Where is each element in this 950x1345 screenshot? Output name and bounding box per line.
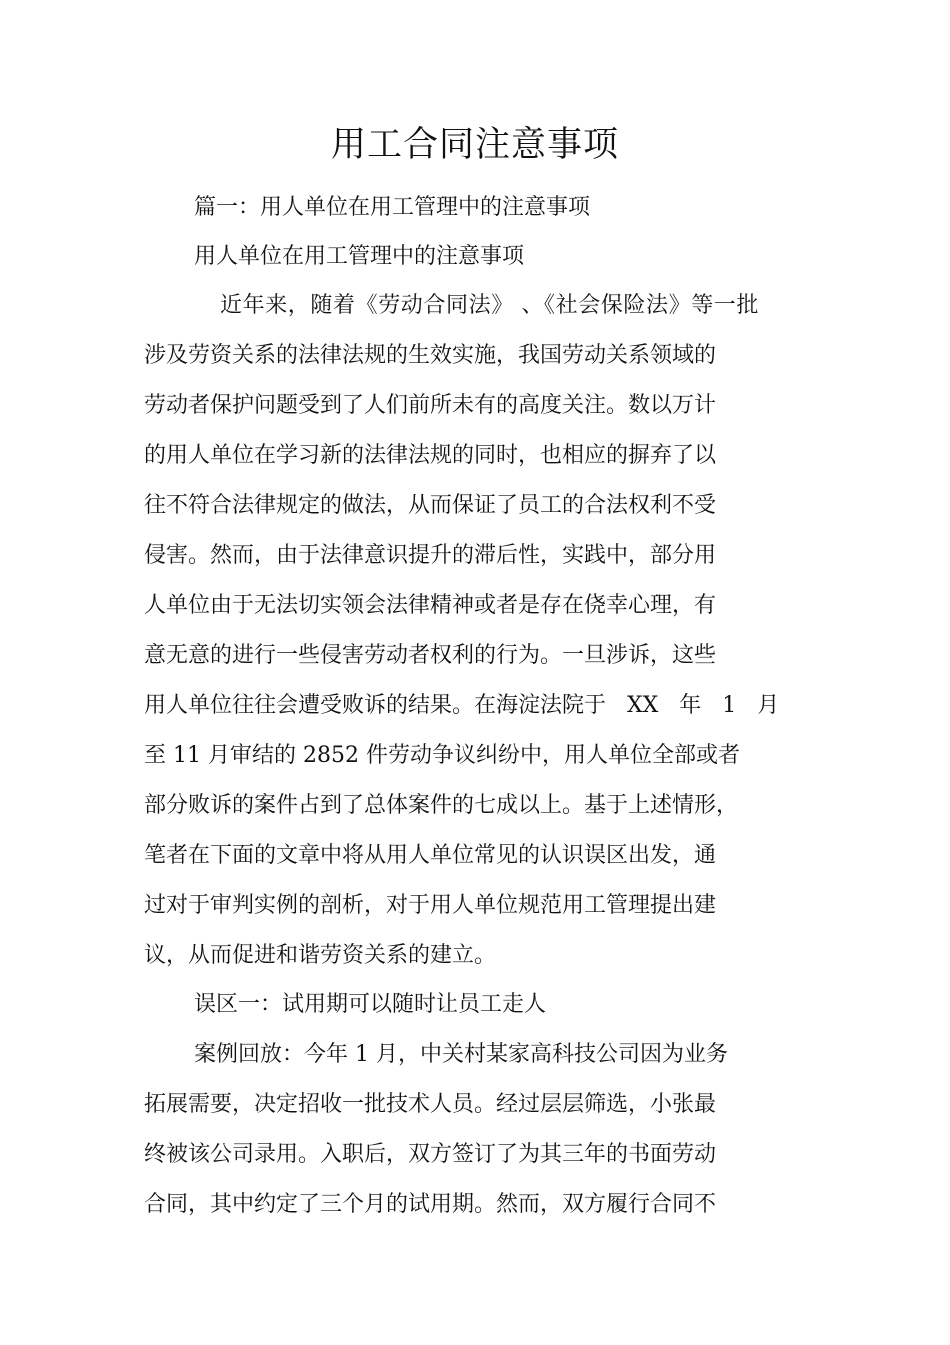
paragraph-line: 的用人单位在学习新的法律法规的同时，也相应的摒弃了以 [144, 443, 717, 468]
paragraph-line: 过对于审判实例的剖析，对于用人单位规范用工管理提出建 [144, 893, 717, 918]
paragraph-line: 用人单位往往会遭受败诉的结果。在海淀法院于 XX 年 1 月 [144, 693, 780, 718]
paragraph-line: 劳动者保护问题受到了人们前所未有的高度关注。数以万计 [144, 393, 717, 418]
paragraph-line: 涉及劳资关系的法律法规的生效实施，我国劳动关系领域的 [144, 343, 717, 368]
document-title: 用工合同注意事项 [330, 125, 619, 165]
paragraph-line: 案例回放：今年 1 月，中关村某家高科技公司因为业务 [194, 1042, 728, 1067]
section-heading: 误区一：试用期可以随时让员工走人 [194, 992, 547, 1017]
paragraph-line: 拓展需要，决定招收一批技术人员。经过层层筛选，小张最 [144, 1092, 717, 1117]
paragraph-line: 部分败诉的案件占到了总体案件的七成以上。基于上述情形， [144, 793, 739, 818]
paragraph-line: 侵害。然而，由于法律意识提升的滞后性，实践中，部分用 [144, 543, 717, 568]
paragraph-line: 笔者在下面的文章中将从用人单位常见的认识误区出发，通 [144, 843, 717, 868]
paragraph-line: 往不符合法律规定的做法，从而保证了员工的合法权利不受 [144, 493, 717, 518]
paragraph-line: 议，从而促进和谐劳资关系的建立。 [144, 943, 497, 968]
subsection-heading: 用人单位在用工管理中的注意事项 [194, 244, 525, 269]
paragraph-line: 人单位由于无法切实领会法律精神或者是存在侥幸心理，有 [144, 593, 717, 618]
paragraph-line: 近年来，随着《劳动合同法》 、《社会保险法》等一批 [220, 293, 759, 318]
section-heading: 篇一：用人单位在用工管理中的注意事项 [194, 195, 591, 220]
paragraph-line: 终被该公司录用。入职后，双方签订了为其三年的书面劳动 [144, 1142, 717, 1167]
paragraph-line: 至 11 月审结的 2852 件劳动争议纠纷中，用人单位全部或者 [144, 743, 740, 768]
paragraph-line: 合同，其中约定了三个月的试用期。然而，双方履行合同不 [144, 1192, 717, 1217]
paragraph-line: 意无意的进行一些侵害劳动者权利的行为。一旦涉诉，这些 [144, 643, 717, 668]
